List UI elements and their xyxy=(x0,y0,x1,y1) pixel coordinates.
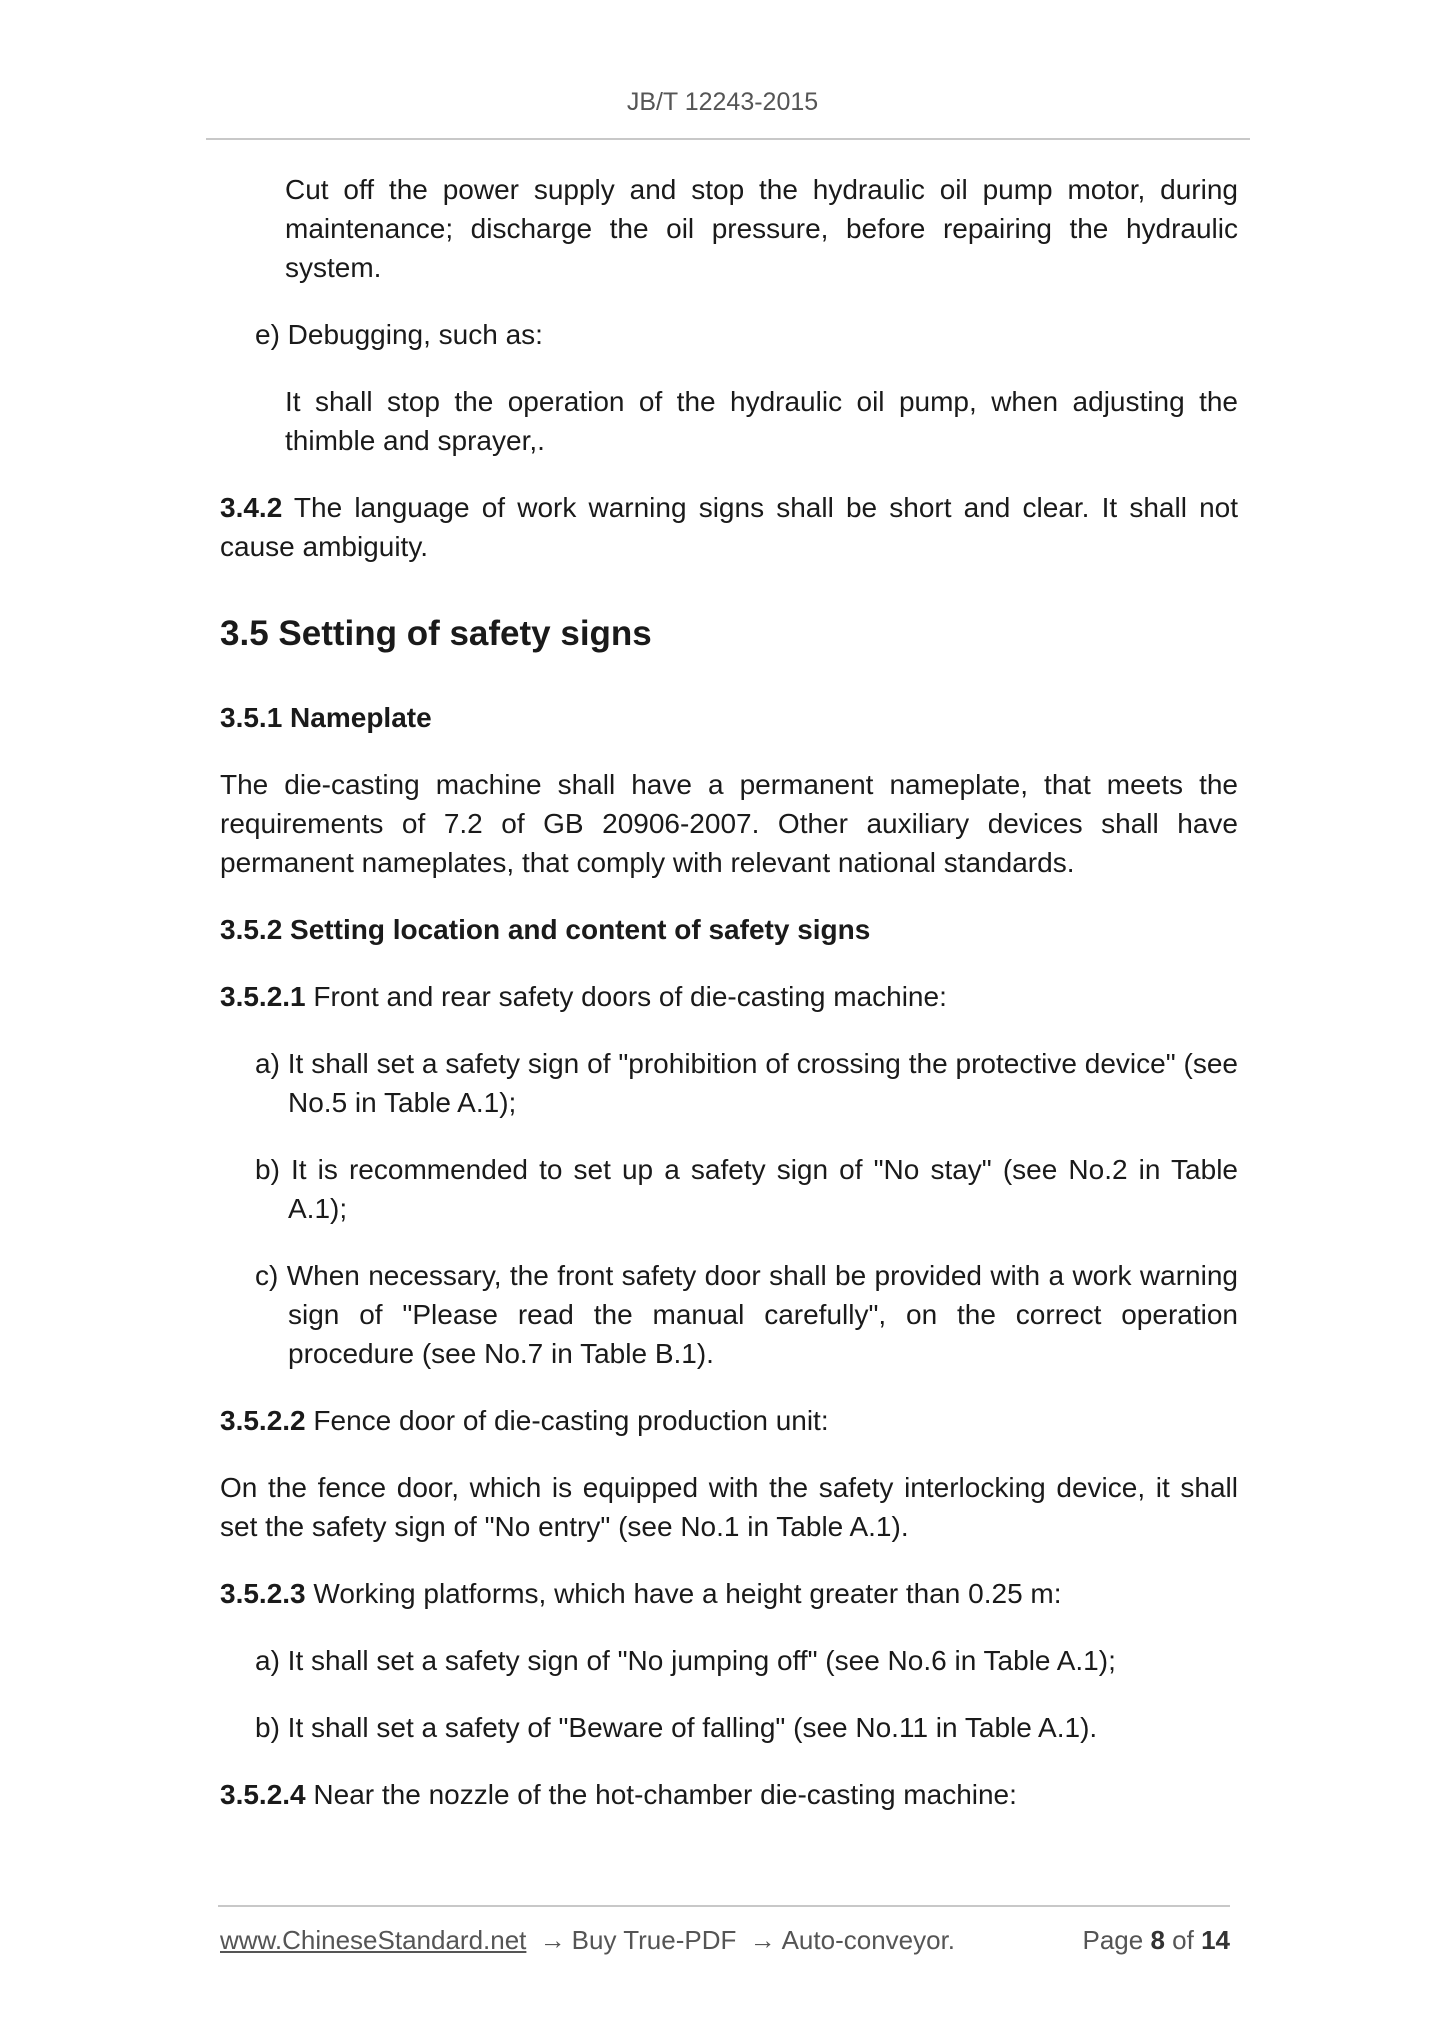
page-label: Page xyxy=(1082,1925,1144,1955)
arrow-right-icon: → xyxy=(539,1925,566,1955)
paragraph: Cut off the power supply and stop the hydraulic oil pump motor, during maintenance; discharge the oil pressure, before repairing the hydraulic system. xyxy=(285,174,1238,283)
subsection-heading: 3.5.2 Setting location and content of safety signs xyxy=(220,914,871,945)
clause-number: 3.5.2.1 xyxy=(220,981,306,1012)
page-indicator xyxy=(1082,1925,1230,1956)
clause-number: 3.5.2.4 xyxy=(220,1779,306,1810)
document-footer xyxy=(220,1925,1230,1956)
clause-text: Front and rear safety doors of die-casting machine: xyxy=(305,981,947,1012)
clause-number: 3.5.2.2 xyxy=(220,1405,306,1436)
document-header: JB/T 12243-2015 xyxy=(626,88,819,116)
buy-pdf-text: Buy True-PDF xyxy=(571,1925,737,1955)
auto-conveyor-text: Auto-conveyor. xyxy=(781,1925,956,1955)
clause-3-5-2-1 xyxy=(220,977,1238,1016)
list-item: b) It is recommended to set up a safety sign of "No stay" (see No.2 in Table A.1); xyxy=(255,1154,1238,1224)
clause-number: 3.4.2 xyxy=(220,492,283,523)
clause-text: Working platforms, which have a height greater than 0.25 m: xyxy=(305,1578,1062,1609)
list-item: a) It shall set a safety sign of "prohibition of crossing the protective device" (see No.5 in Table A.1); xyxy=(255,1048,1238,1118)
header-divider xyxy=(206,138,1250,140)
clause-3-5-2-2 xyxy=(220,1401,1238,1440)
current-page: 8 xyxy=(1150,1925,1165,1955)
clause-text: The language of work warning signs shall be short and clear. It shall not cause ambiguity. xyxy=(220,492,1238,562)
list-item: b) It shall set a safety of "Beware of falling" (see No.11 in Table A.1). xyxy=(255,1712,1098,1743)
paragraph: The die-casting machine shall have a permanent nameplate, that meets the requirements of 7.2 of GB 20906-2007. Other auxiliary devices shall have permanent nameplates, that comply with relevant national standards. xyxy=(220,769,1238,878)
clause-3-5-2-4 xyxy=(220,1775,1238,1814)
arrow-right-icon: → xyxy=(749,1925,776,1955)
clause-3-5-2-3 xyxy=(220,1574,1238,1613)
total-pages: 14 xyxy=(1201,1925,1230,1955)
document-body xyxy=(220,170,1238,1842)
clause-number: 3.5.2.3 xyxy=(220,1578,306,1609)
clause-text: Fence door of die-casting production unit: xyxy=(305,1405,829,1436)
list-item: c) When necessary, the front safety door shall be provided with a work warning sign of "Please read the manual carefully", on the correct operation procedure (see No.7 in Table B.1). xyxy=(255,1260,1238,1369)
website-link[interactable]: www.ChineseStandard.net xyxy=(220,1925,527,1955)
footer-divider xyxy=(218,1905,1230,1907)
section-heading: 3.5 Setting of safety signs xyxy=(220,614,652,653)
paragraph: It shall stop the operation of the hydraulic oil pump, when adjusting the thimble and sprayer,. xyxy=(285,386,1238,456)
clause-text: Near the nozzle of the hot-chamber die-casting machine: xyxy=(305,1779,1017,1810)
list-item: e) Debugging, such as: xyxy=(255,319,543,350)
subsection-heading: 3.5.1 Nameplate xyxy=(220,702,432,733)
clause-3-4-2 xyxy=(220,488,1238,566)
paragraph: On the fence door, which is equipped with the safety interlocking device, it shall set the safety sign of "No entry" (see No.1 in Table A.1). xyxy=(220,1472,1238,1542)
of-label: of xyxy=(1172,1925,1194,1955)
list-item: a) It shall set a safety sign of "No jumping off" (see No.6 in Table A.1); xyxy=(255,1645,1116,1676)
